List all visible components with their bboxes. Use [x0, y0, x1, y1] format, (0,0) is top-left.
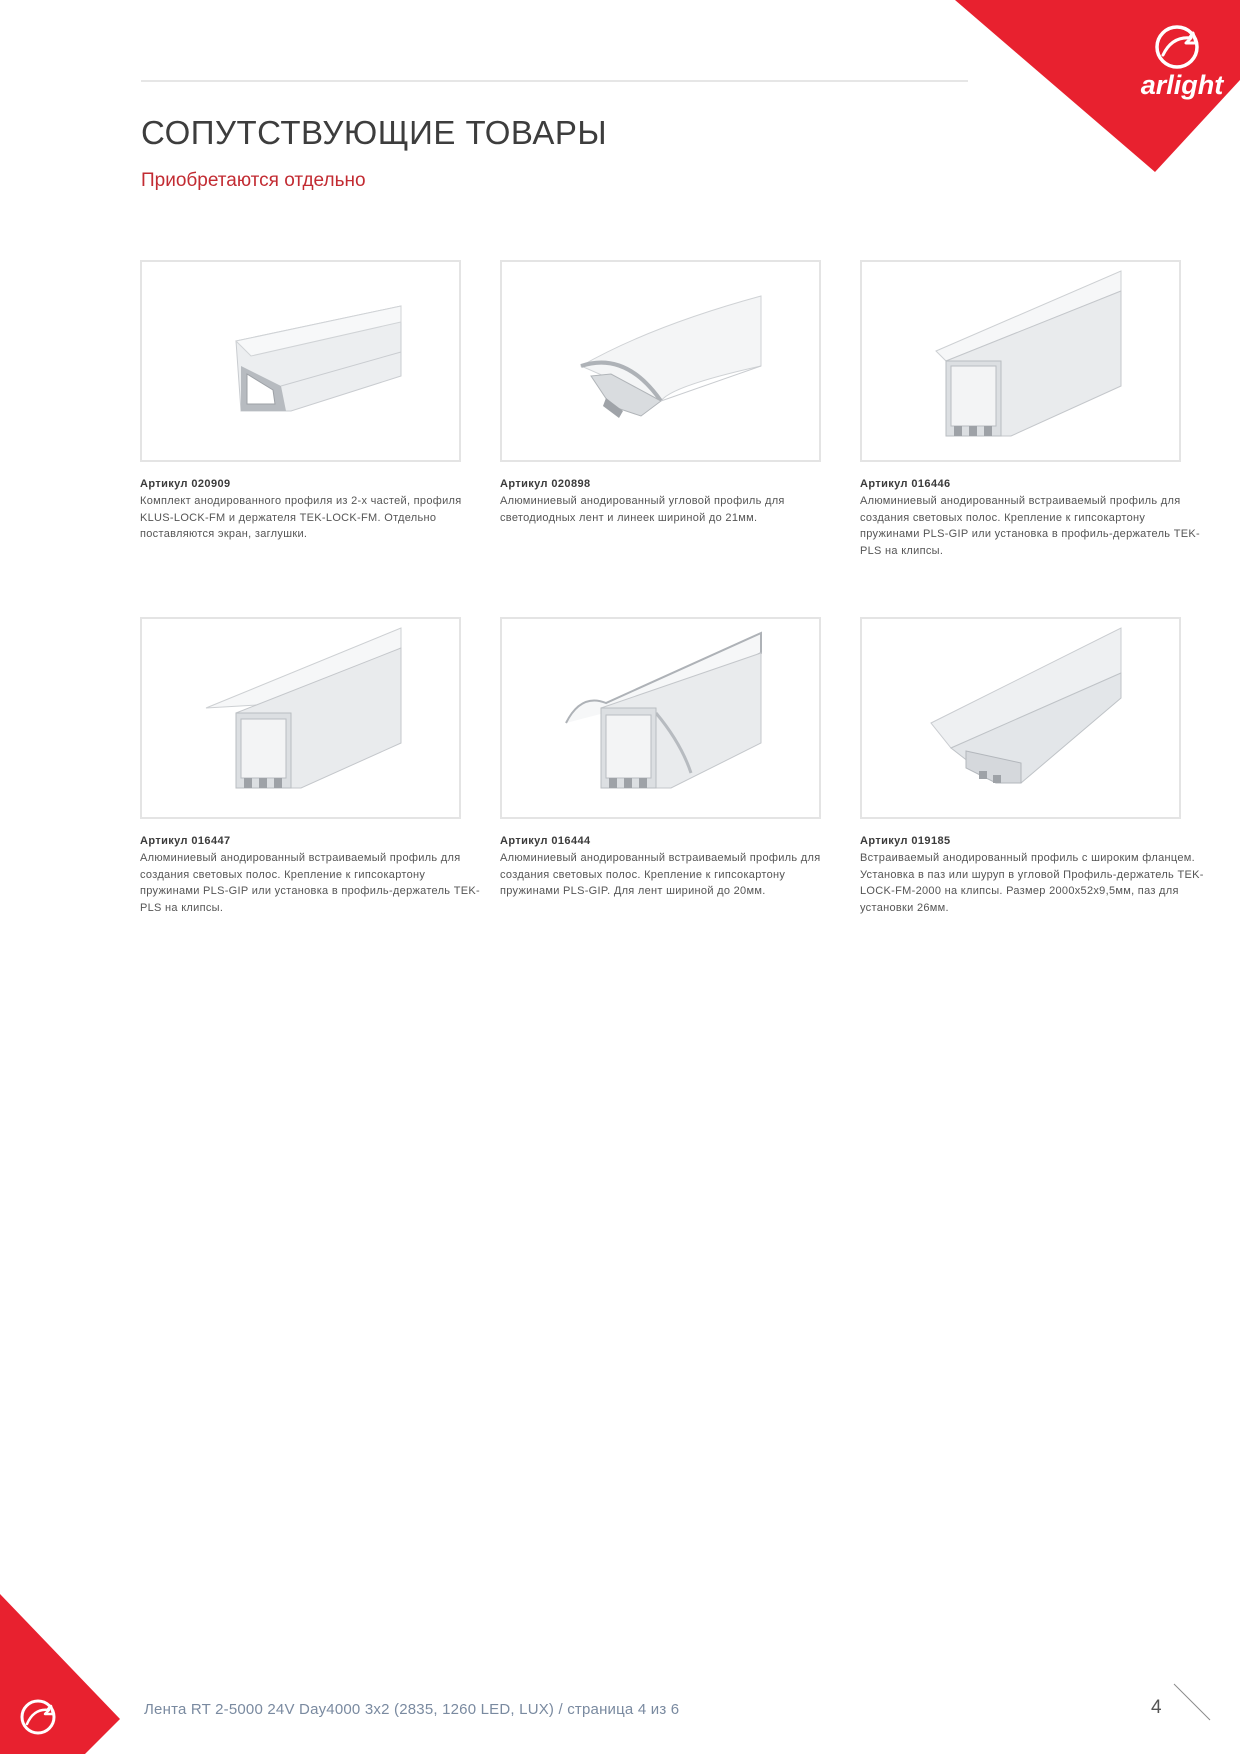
products-grid	[140, 260, 1202, 974]
product-image-frame	[140, 617, 461, 819]
product-description: Алюминиевый анодированный встраиваемый профиль для создания световых полос. Крепление к гипсокартону пружинами PLS-GIP или установка в профиль-держатель TEK-PLS на клипсы.	[140, 852, 480, 914]
product-description: Алюминиевый анодированный встраиваемый профиль для создания световых полос. Крепление к гипсокартону пружинами PLS-GIP или установка в профиль-держатель TEK-PLS на клипсы.	[860, 495, 1200, 557]
product-description: Встраиваемый анодированный профиль с широким фланцем. Установка в паз или шуруп в угловой Профиль-держатель TEK-LOCK-FM-2000 на клипсы. Размер 2000x52x9,5мм, паз для установки 26мм.	[860, 852, 1204, 914]
product-card	[860, 260, 1200, 617]
recessed-profile-image	[871, 266, 1171, 456]
product-article: Артикул 016444	[500, 835, 591, 847]
product-card	[860, 617, 1204, 974]
product-image-frame	[500, 617, 821, 819]
product-article: Артикул 020898	[500, 478, 591, 490]
product-description: Комплект анодированного профиля из 2-х частей, профиля KLUS-LOCK-FM и держателя TEK-LOCK-FM. Отдельно поставляются экран, заглушки.	[140, 495, 462, 540]
product-article: Артикул 016446	[860, 478, 951, 490]
corner-profile-image	[151, 266, 451, 456]
brand-corner-bottom-left	[0, 1594, 120, 1754]
product-article: Артикул 019185	[860, 835, 951, 847]
product-description: Алюминиевый анодированный встраиваемый профиль для создания световых полос. Крепление к гипсокартону пружинами PLS-GIP. Для лент шириной до 20мм.	[500, 852, 821, 897]
product-image-frame	[860, 617, 1181, 819]
round-corner-profile-image	[511, 266, 811, 456]
product-image-frame	[140, 260, 461, 462]
header-divider	[141, 80, 968, 82]
product-description: Алюминиевый анодированный угловой профиль для светодиодных лент и линеек шириной до 21мм.	[500, 495, 785, 524]
product-article: Артикул 020909	[140, 478, 231, 490]
product-article: Артикул 016447	[140, 835, 231, 847]
product-card	[140, 260, 461, 617]
product-card	[500, 617, 821, 974]
wide-flange-profile-image	[871, 623, 1171, 813]
product-card	[500, 260, 821, 617]
logo-text: arlight	[1140, 70, 1224, 100]
product-image-frame	[500, 260, 821, 462]
page-title: СОПУТСТВУЮЩИЕ ТОВАРЫ	[141, 114, 608, 151]
page-subtitle: Приобретаются отдельно	[141, 170, 366, 191]
recessed-flanged-profile-image	[151, 623, 451, 813]
footer-text: Лента RT 2-5000 24V Day4000 3x2 (2835, 1260 LED, LUX) / страница 4 из 6	[144, 1701, 680, 1718]
page-number: 4	[1151, 1697, 1162, 1718]
brand-corner-top-right	[940, 0, 1240, 180]
recessed-curved-profile-image	[511, 623, 811, 813]
product-image-frame	[860, 260, 1181, 462]
page-slash-decoration	[1172, 1682, 1212, 1722]
product-card	[140, 617, 480, 974]
